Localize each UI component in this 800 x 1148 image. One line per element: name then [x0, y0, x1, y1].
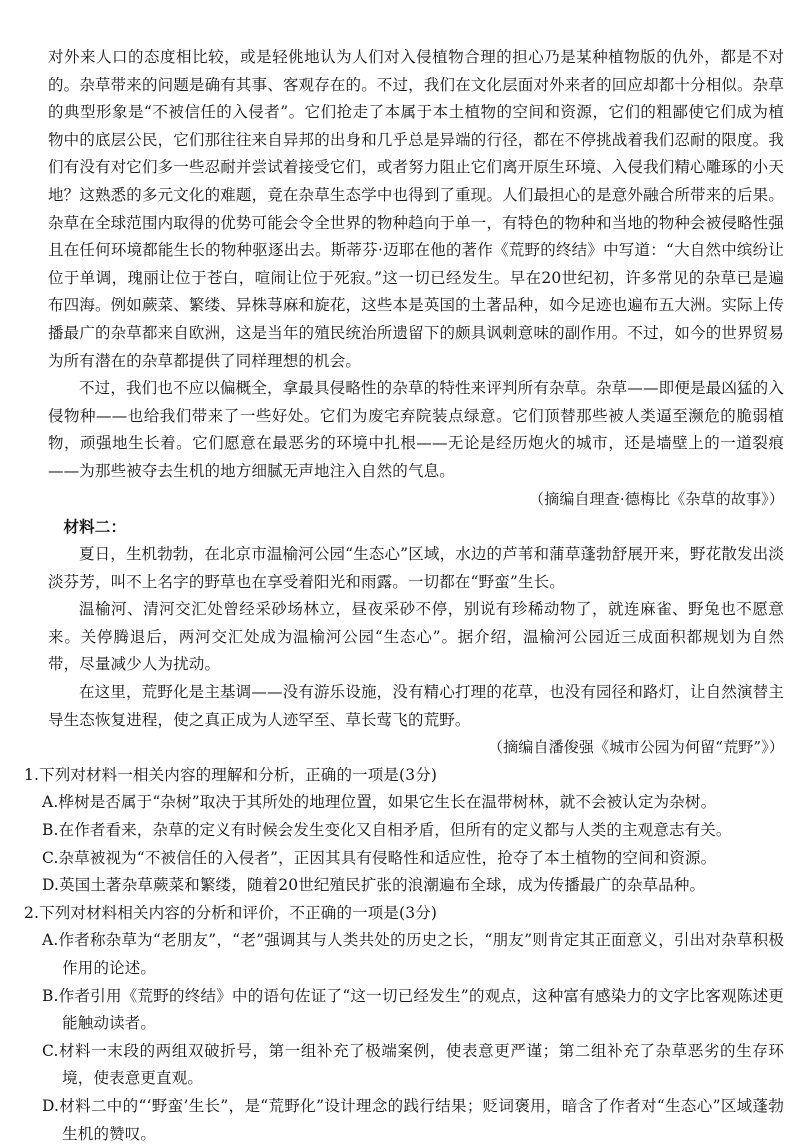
- question-1-option-b: B.在作者看来，杂草的定义有时候会发生变化又自相矛盾，但所有的定义都与人类的主观意志有关。: [42, 821, 732, 840]
- material-two-citation: （摘编自潘俊强《城市公园为何留“荒野”》）: [488, 738, 784, 757]
- material-one-citation: （摘编自理查·德梅比《杂草的故事》）: [529, 489, 784, 508]
- material-two-paragraph-2: 温榆河、清河交汇处曾经采砂场林立，昼夜采砂不停，别说有珍稀动物了，就连麻雀、野兔也不愿意来。关停腾退后，两河交汇处成为温榆河公园“生态心”。据介绍，温榆河公园近三成面积都规划为自然带，尽量减少人为扰动。: [48, 600, 784, 674]
- material-two-paragraph-1: 夏日，生机勃勃，在北京市温榆河公园“生态心”区域，水边的芦苇和蒲草蓬勃舒展开来，野花散发出淡淡芬芳，叫不上名字的野草也在享受着阳光和雨露。一切都在“野蛮”生长。: [48, 545, 784, 591]
- question-2-stem: 2.下列对材料相关内容的分析和评价，不正确的一项是(3分): [24, 903, 438, 922]
- exam-page: [24, 44, 784, 1148]
- material-one-paragraph-1: 对外来人口的态度相比较，或是轻佻地认为人们对入侵植物合理的担心乃是某种植物版的仇外，都是不对的。杂草带来的问题是确有其事、客观存在的。不过，我们在文化层面对外来者的回应却都十分相似。杂草的典型形象是“不被信任的入侵者”。它们抢走了本属于本土植物的空间和资源，它们的粗鄙使它们成为植物中的底层公民，它们那往往来自异邦的出身和几乎总是异端的行径，都在不停挑战着我们忍耐的限度。我们有没有对它们多一些忍耐并尝试着接受它们，或者努力阻止它们离开原生环境、入侵我们精心雕琢的小天地？这熟悉的多元文化的难题，竟在杂草生态学中也得到了重现。人们最担心的是意外融合所带来的后果。杂草在全球范围内取得的优势可能会令全世界的物种趋向于单一，有特色的物种和当地的物种会被侵略性强且在任何环境都能生长的物种驱逐出去。斯蒂芬·迈耶在他的著作《荒野的终结》中写道：“大自然中缤纷让位于单调，瑰丽让位于苍白，喧闹让位于死寂。”这一切已经发生。早在20世纪初，许多常见的杂草已是遍布四海。例如蕨菜、繁缕、异株荨麻和旋花，这些本是英国的土著品种，如今足迹也遍布五大洲。实际上传播最广的杂草都来自欧洲，这是当年的殖民统治所遗留下的颇具讽刺意味的副作用。不过，如今的世界贸易为所有潜在的杂草都提供了同样理想的机会。: [48, 48, 784, 370]
- question-1-option-d: D.英国土著杂草蕨菜和繁缕，随着20世纪殖民扩张的浪潮遍布全球，成为传播最广的杂草品种。: [42, 876, 706, 895]
- question-1-stem: 1.下列对材料一相关内容的理解和分析，正确的一项是(3分): [24, 765, 438, 784]
- material-two-heading: 材料二：: [63, 518, 127, 537]
- question-2-option-a: A.作者称杂草为“老朋友”，“老”强调其与人类共处的历史之长，“朋友”则肯定其正面意义，引出对杂草积极作用的论述。: [42, 931, 784, 977]
- question-1-option-a: A.桦树是否属于“杂树”取决于其所处的地理位置，如果它生长在温带树林，就不会被认定为杂树。: [42, 793, 717, 812]
- material-one-paragraph-2: 不过，我们也不应以偏概全，拿最具侵略性的杂草的特性来评判所有杂草。杂草——即便是最凶猛的入侵物种——也给我们带来了一些好处。它们为废宅弃院装点绿意。它们顶替那些被人类逼至濒危的脆弱植物，顽强地生长着。它们愿意在最恶劣的环境中扎根——无论是经历炮火的城市，还是墙壁上的一道裂痕——为那些被夺去生机的地方细腻无声地注入自然的气息。: [48, 379, 784, 480]
- question-2-option-c: C.材料一末段的两组双破折号，第一组补充了极端案例，使表意更严谨；第二组补充了杂草恶劣的生存环境，使表意更直观。: [42, 1041, 784, 1088]
- material-two-paragraph-3: 在这里，荒野化是主基调——没有游乐设施，没有精心打理的花草，也没有园径和路灯，让自然演替主导生态恢复进程，使之真正成为人迹罕至、草长莺飞的荒野。: [48, 683, 784, 729]
- question-2-option-b: B.作者引用《荒野的终结》中的语句佐证了“这一切已经发生”的观点，这种富有感染力的文字比客观陈述更能触动读者。: [42, 986, 784, 1033]
- question-1-option-c: C.杂草被视为“不被信任的入侵者”，正因其具有侵略性和适应性，抢夺了本土植物的空间和资源。: [42, 848, 717, 867]
- question-2-option-d: D.材料二中的“‘野蛮’生长”，是“荒野化”设计理念的践行结果；贬词褒用，暗含了作者对“生态心”区域蓬勃生机的赞叹。: [42, 1096, 784, 1143]
